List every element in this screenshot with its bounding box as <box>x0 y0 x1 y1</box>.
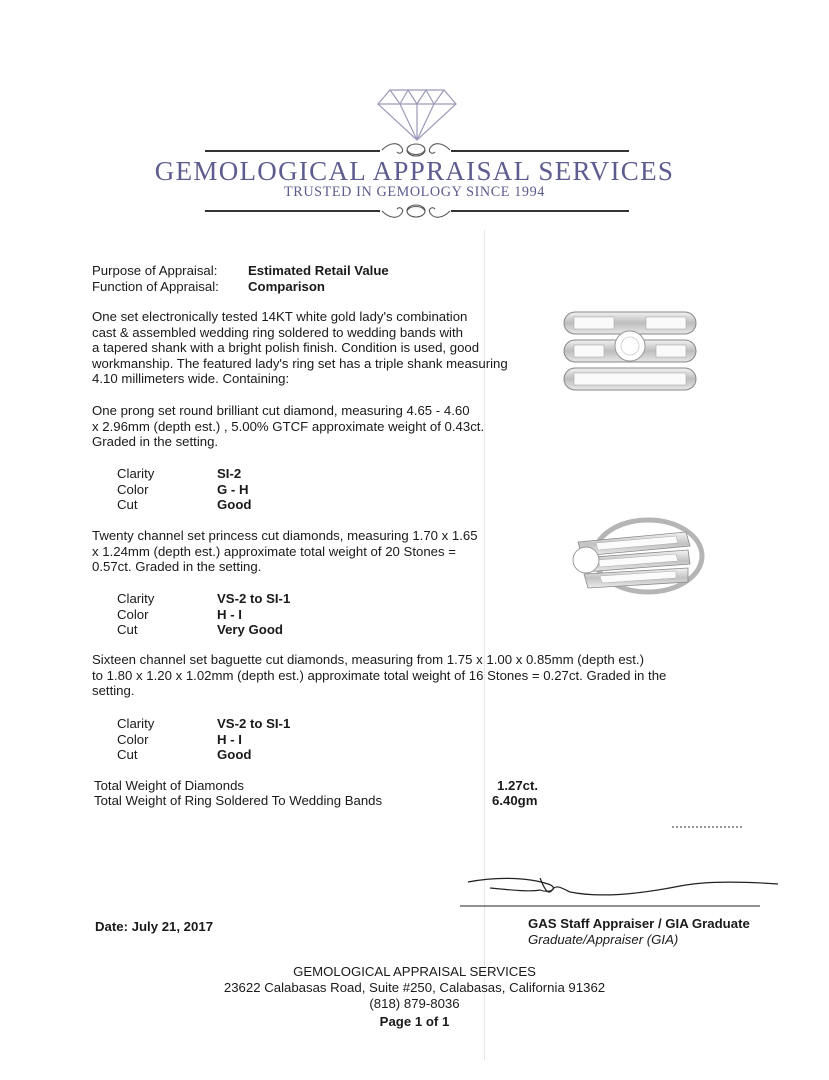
appraiser-subtitle: Graduate/Appraiser (GIA) <box>528 932 679 947</box>
header-rule-right-top <box>451 150 629 152</box>
function-label: Function of Appraisal: <box>92 279 219 294</box>
stone-2-description: Twenty channel set princess cut diamonds, measuring 1.70 x 1.65 x 1.24mm (depth est.) approximate total weight of 20 Stones = 0.57ct. Graded in the setting. <box>92 528 478 575</box>
grade-value: H - I <box>217 732 242 747</box>
grade-label: Color <box>117 732 149 747</box>
grade-label: Clarity <box>117 591 155 606</box>
ring-photo-angle-view <box>556 512 706 600</box>
grade-value: Good <box>217 747 252 762</box>
footer-company: GEMOLOGICAL APPRAISAL SERVICES <box>293 964 536 979</box>
grade-value: VS-2 to SI-1 <box>217 716 291 731</box>
total-ring-weight-value: 6.40gm <box>492 793 538 808</box>
total-diamonds-label: Total Weight of Diamonds <box>94 778 245 793</box>
appraisal-date: Date: July 21, 2017 <box>95 919 214 934</box>
scroll-ornament-icon <box>380 201 452 221</box>
grade-value: G - H <box>217 482 249 497</box>
purpose-label: Purpose of Appraisal: <box>92 263 218 278</box>
header-rule-right-bottom <box>451 210 629 212</box>
header-rule-left-bottom <box>205 210 380 212</box>
grade-label: Clarity <box>117 716 155 731</box>
grade-value: Good <box>217 497 252 512</box>
header-rule-left-top <box>205 150 380 152</box>
footer-phone: (818) 879-8036 <box>369 996 460 1011</box>
grade-label: Cut <box>117 497 138 512</box>
grade-value: Very Good <box>217 622 283 637</box>
purpose-value: Estimated Retail Value <box>248 263 389 278</box>
function-value: Comparison <box>248 279 325 294</box>
grade-label: Cut <box>117 747 138 762</box>
grade-label: Cut <box>117 622 138 637</box>
ring-description: One set electronically tested 14KT white gold lady's combination cast & assembled wedding ring soldered to wedding bands with a tapered shank with a bright polish finish. Condition is used, good workmanship. The featured lady's ring set has a triple shank measuring 4.10 millimeters wide. Containing: <box>92 309 508 387</box>
page-number: Page 1 of 1 <box>379 1014 450 1029</box>
appraiser-title: GAS Staff Appraiser / GIA Graduate <box>528 916 750 931</box>
header-subtitle: TRUSTED IN GEMOLOGY SINCE 1994 <box>283 184 545 200</box>
faint-mark <box>672 826 742 830</box>
stone-3-description: Sixteen channel set baguette cut diamonds, measuring from 1.75 x 1.00 x 0.85mm (depth est.) to 1.80 x 1.20 x 1.02mm (depth est.) approximate total weight of 16 Stones = 0.27ct. Graded in the setting. <box>92 652 667 699</box>
grade-label: Color <box>117 482 149 497</box>
header-title: GEMOLOGICAL APPRAISAL SERVICES <box>154 156 675 186</box>
total-diamonds-value: 1.27ct. <box>497 778 539 793</box>
grade-label: Color <box>117 607 149 622</box>
footer-address: 23622 Calabasas Road, Suite #250, Calabasas, California 91362 <box>223 980 606 995</box>
diamond-logo-icon <box>376 86 458 142</box>
handwritten-signature <box>460 868 782 912</box>
ring-photo-top-view <box>560 302 700 398</box>
grade-label: Clarity <box>117 466 155 481</box>
total-ring-weight-label: Total Weight of Ring Soldered To Wedding Bands <box>94 793 383 808</box>
stone-1-description: One prong set round brilliant cut diamond, measuring 4.65 - 4.60 x 2.96mm (depth est.) , 5.00% GTCF approximate weight of 0.43ct. Graded in the setting. <box>92 403 485 450</box>
grade-value: VS-2 to SI-1 <box>217 591 291 606</box>
grade-value: SI-2 <box>217 466 242 481</box>
grade-value: H - I <box>217 607 242 622</box>
